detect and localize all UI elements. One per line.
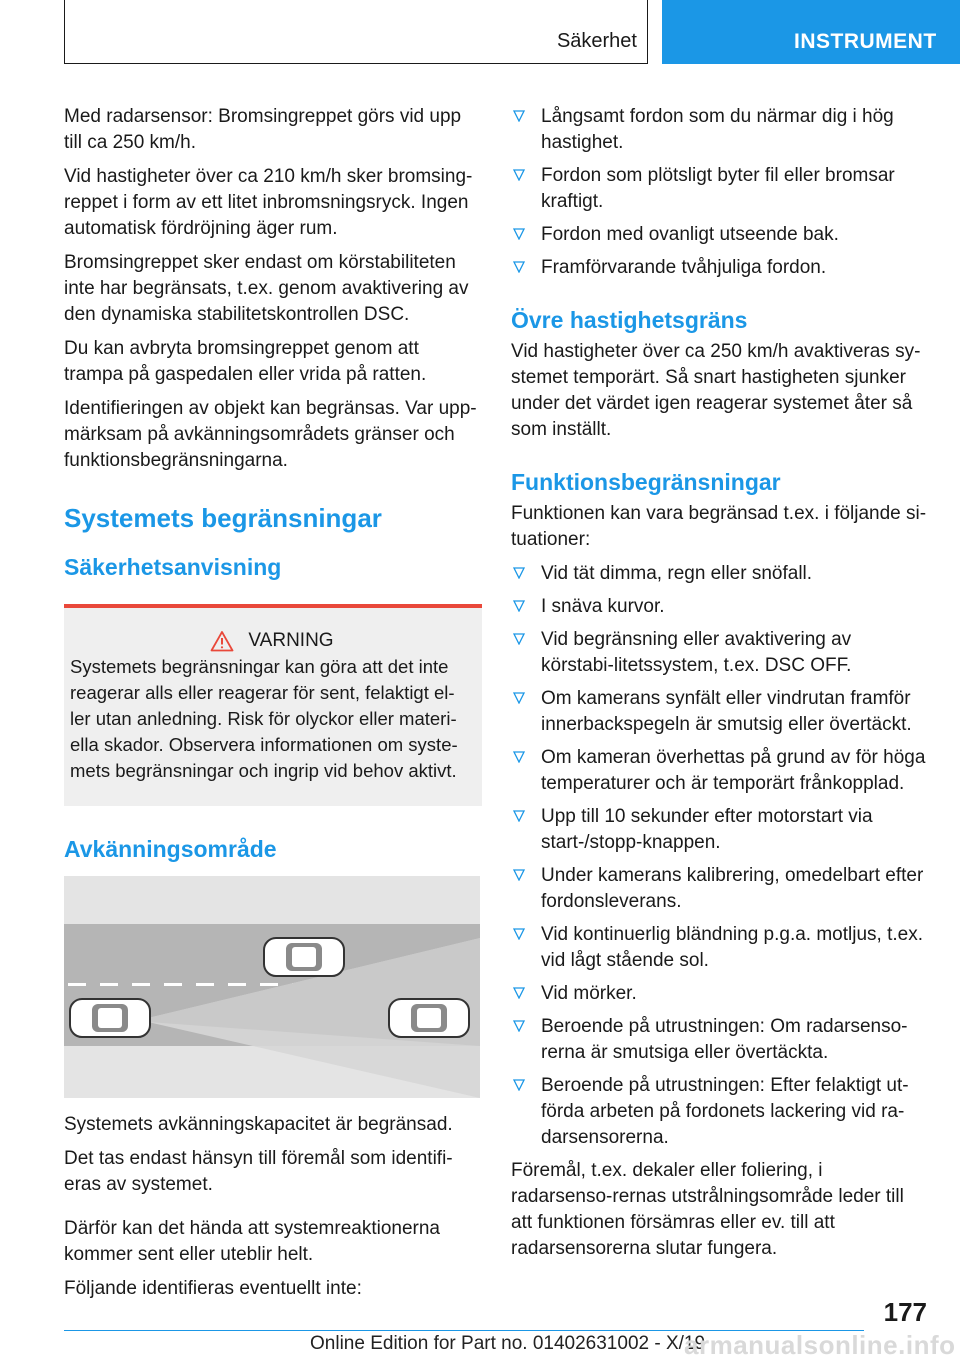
list-item: Fordon med ovanligt utseende bak. [511,222,927,248]
paragraph: Bromsingreppet sker endast om körstabiliteten inte har begränsats, t.ex. genom avaktivering av den dynamiska stabilitetskontrollen DSC. [64,252,469,325]
left-column [64,104,482,1310]
bullet-triangle-icon [513,1079,525,1091]
heading-detection-range: Avkänningsområde [64,836,277,862]
list-item: Vid mörker. [511,981,927,1007]
watermark: armanualsonline.info [684,1330,956,1360]
list-item: I snäva kurvor. [511,594,927,620]
list-item: Framförvarande tvåhjuliga fordon. [511,255,927,281]
list-item: Om kameran överhettas på grund av för höga temperaturer och är temporärt frånkopplad. [511,745,927,797]
paragraph: Vid hastigheter över ca 210 km/h sker bromsing‐reppet i form av ett litet inbromsningsryck. Ingen automatisk fördröjning äger rum. [64,166,473,239]
own-car [70,999,150,1037]
bullet-triangle-icon [513,1020,525,1032]
bullet-triangle-icon [513,567,525,579]
bullet-triangle-icon [513,633,525,645]
header-section-title: Säkerhet [556,30,637,52]
paragraph: Vid hastigheter över ca 250 km/h avaktiveras sy‐stemet temporärt. Så snart hastigheten sjunker under det värdet igen reagerar systemet åter så som inställt. [511,341,921,440]
list-item: Under kamerans kalibrering, omedelbart efter fordonsleverans. [511,863,927,915]
bullet-triangle-icon [513,928,525,940]
paragraph: Det tas endast hänsyn till föremål som identifi‐eras av systemet. [64,1148,453,1195]
warning-text: Systemets begränsningar kan göra att det inte reagerar alls eller reagerar för sent, felaktigt el‐ler utan anledning. Risk för olyckor eller materi‐ella skador. Observera informationen om syste‐mets begränsningar och ingrip vid behov aktivt. [70,656,458,781]
paragraph: Med radarsensor: Bromsingreppet görs vid upp till ca 250 km/h. [64,106,462,153]
bullet-triangle-icon [513,869,525,881]
detection-range-illustration [64,876,480,1098]
not-identified-list [511,104,927,281]
limitations-list [511,561,927,1151]
road-diagram [64,876,480,1098]
bullet-triangle-icon [513,110,525,122]
heading-function-limits: Funktionsbegränsningar [511,469,781,495]
heading-upper-speed-limit: Övre hastighetsgräns [511,307,748,333]
paragraph: Funktionen kan vara begränsad t.ex. i följande si‐tuationer: [511,503,927,550]
vehicle-ahead [389,999,469,1037]
bullet-triangle-icon [513,228,525,240]
header-section-box [64,0,648,64]
page-number: 177 [883,1297,927,1327]
bullet-triangle-icon [513,261,525,273]
heading-system-limits: Systemets begränsningar [64,503,382,533]
paragraph: Följande identifieras eventuellt inte: [64,1278,362,1299]
list-item: Fordon som plötsligt byter fil eller bromsar kraftigt. [511,163,927,215]
paragraph: Systemets avkänningskapacitet är begränsad. [64,1114,453,1135]
paragraph: Därför kan det hända att systemreaktionerna kommer sent eller uteblir helt. [64,1218,440,1265]
warning-triangle-icon [210,630,234,652]
bullet-triangle-icon [513,751,525,763]
paragraph: Föremål, t.ex. dekaler eller foliering, i radarsenso‐rernas utstrålningsområde leder till att funktionen försämras eller ev. till att radarsensorerna slutar fungera. [511,1160,904,1259]
list-item: Vid tät dimma, regn eller snöfall. [511,561,927,587]
list-item: Om kamerans synfält eller vindrutan framför innerbackspegeln är smutsig eller övertäckt. [511,686,927,738]
paragraph: Du kan avbryta bromsingreppet genom att trampa på gaspedalen eller vrida på ratten. [64,338,427,385]
warning-box [64,604,482,806]
list-item: Beroende på utrustningen: Om radarsenso‐rerna är smutsiga eller övertäckta. [511,1014,927,1066]
list-item: Vid kontinuerlig bländning p.g.a. motljus, t.ex. vid lågt stående sol. [511,922,927,974]
warning-title-row [70,630,474,652]
vehicle-other-lane [264,938,344,976]
heading-safety-note: Säkerhetsanvisning [64,554,282,580]
bullet-triangle-icon [513,987,525,999]
list-item: Vid begränsning eller avaktivering av körstabi‐litetssystem, t.ex. DSC OFF. [511,627,927,679]
header-chapter-tab: INSTRUMENT [662,0,960,64]
list-item: Beroende på utrustningen: Efter felaktigt ut‐förda arbeten på fordonets lackering vid ra‐darsensorerna. [511,1073,927,1151]
footer-edition: Online Edition for Part no. 01402631002 - X/19 [310,1333,706,1354]
right-column [511,104,927,1270]
bullet-triangle-icon [513,600,525,612]
paragraph: Identifieringen av objekt kan begränsas. Var upp‐märksam på avkänningsområdets gränser och funktionsbegränsningarna. [64,398,477,471]
bullet-triangle-icon [513,810,525,822]
bullet-triangle-icon [513,692,525,704]
warning-title: VARNING [248,630,334,651]
list-item: Långsamt fordon som du närmar dig i hög hastighet. [511,104,927,156]
list-item: Upp till 10 sekunder efter motorstart via start-/stopp-knappen. [511,804,927,856]
bullet-triangle-icon [513,169,525,181]
